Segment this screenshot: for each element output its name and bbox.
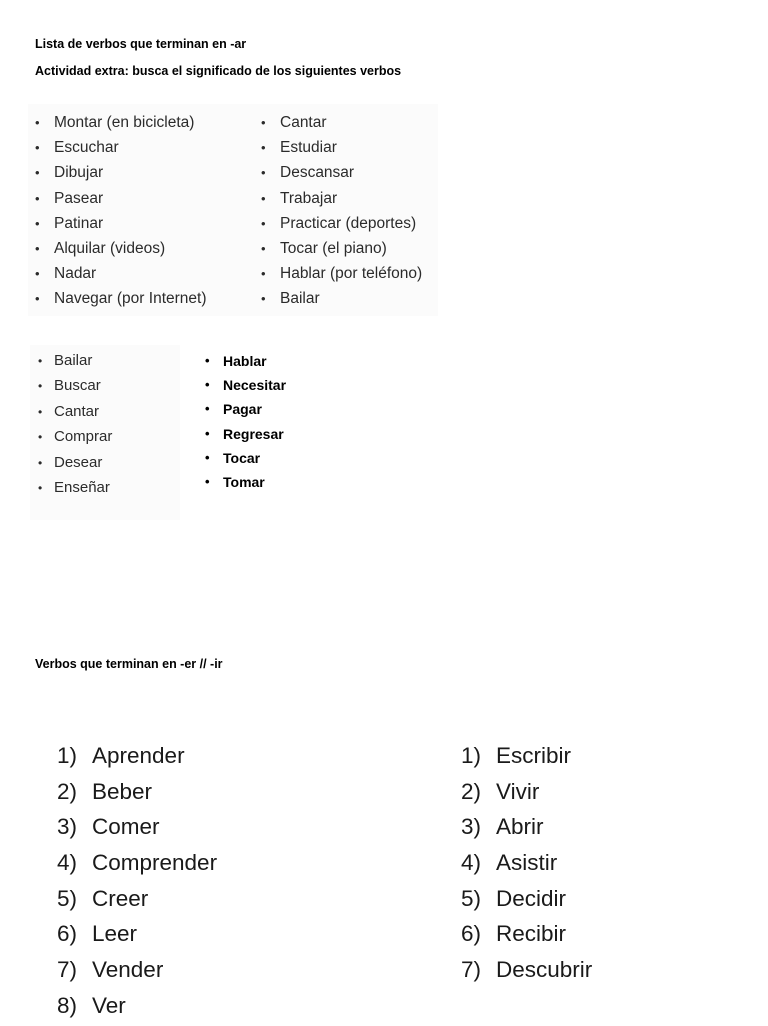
verb-text: Comer <box>92 814 160 840</box>
verb-list-item <box>205 351 286 375</box>
numbered-verb-item <box>57 990 217 1026</box>
ar-verbs-list-left <box>35 113 207 315</box>
item-number: 2) <box>461 778 482 804</box>
verb-text: Enseñar <box>54 478 110 496</box>
bullet-icon: • <box>261 215 266 231</box>
item-number: 1) <box>57 743 78 768</box>
item-number: 6) <box>57 921 78 947</box>
item-number: 5) <box>461 885 482 911</box>
bullet-icon: • <box>205 377 210 393</box>
verb-list-item <box>35 264 207 289</box>
bullet-icon: • <box>35 140 40 156</box>
bullet-icon: • <box>261 190 266 206</box>
verb-text: Necesitar <box>223 377 287 394</box>
verb-text: Buscar <box>54 377 101 395</box>
bullet-icon: • <box>205 425 210 441</box>
verb-list-item <box>38 478 112 503</box>
numbered-verb-item <box>57 811 217 847</box>
verb-text: Pasear <box>54 189 104 207</box>
verb-list-item <box>35 289 207 314</box>
numbered-verb-item <box>57 918 217 954</box>
verb-list-item <box>205 375 286 399</box>
verb-text: Trabajar <box>280 189 338 207</box>
verb-list-item <box>205 472 286 496</box>
item-number: 3) <box>461 814 482 840</box>
bullet-icon: • <box>261 115 266 130</box>
bullet-icon: • <box>205 401 210 417</box>
er-verbs-list <box>57 740 217 1026</box>
bullet-icon: • <box>35 215 40 231</box>
numbered-verb-item <box>57 883 217 919</box>
bullet-icon: • <box>38 455 43 470</box>
verb-text: Desear <box>54 453 103 471</box>
verb-text: Recibir <box>496 921 567 947</box>
numbered-verb-item <box>461 883 592 919</box>
verb-text: Tocar <box>223 449 261 466</box>
item-number: 5) <box>57 885 78 911</box>
verb-list-item <box>35 163 207 188</box>
item-number: 2) <box>57 778 78 804</box>
numbered-verb-item <box>461 740 592 776</box>
item-number: 4) <box>461 850 482 876</box>
verb-text: Alquilar (videos) <box>54 239 166 257</box>
bullet-icon: • <box>205 353 210 368</box>
verb-list-item <box>35 239 207 264</box>
verb-text: Ver <box>92 992 126 1018</box>
verb-text: Beber <box>92 778 153 804</box>
verb-list-item <box>38 351 112 376</box>
verb-text: Bailar <box>280 290 320 308</box>
bullet-icon: • <box>38 354 43 368</box>
numbered-verb-item <box>57 776 217 812</box>
numbered-verb-item <box>461 776 592 812</box>
item-number: 4) <box>57 850 78 876</box>
verb-text: Vivir <box>496 778 540 804</box>
bullet-icon: • <box>38 480 43 495</box>
item-number: 1) <box>461 743 482 768</box>
verb-text: Cantar <box>54 402 100 420</box>
verb-list-item <box>261 239 422 264</box>
bullet-icon: • <box>261 240 266 256</box>
verb-text: Abrir <box>496 814 544 840</box>
bullet-icon: • <box>205 449 210 465</box>
verb-text: Comprar <box>54 428 113 446</box>
verb-list-item <box>205 448 286 472</box>
verb-list-item <box>38 402 112 427</box>
verb-list-item <box>35 113 207 138</box>
verb-text: Navegar (por Internet) <box>54 290 207 308</box>
bullet-icon: • <box>35 266 40 282</box>
verb-text: Descansar <box>280 164 355 182</box>
verb-text: Patinar <box>54 214 104 232</box>
verb-text: Aprender <box>92 743 185 768</box>
item-number: 7) <box>461 957 482 983</box>
verb-list-item <box>35 214 207 239</box>
verb-text: Montar (en bicicleta) <box>54 114 195 131</box>
verb-list-item <box>35 189 207 214</box>
numbered-verb-item <box>461 918 592 954</box>
numbered-verb-item <box>461 811 592 847</box>
verb-text: Asistir <box>496 850 558 876</box>
bullet-icon: • <box>261 140 266 156</box>
verb-list-item <box>261 113 422 138</box>
verb-list-item <box>261 214 422 239</box>
ar-verbs-list-2-right <box>205 351 286 496</box>
verb-text: Regresar <box>223 425 284 442</box>
verb-text: Tocar (el piano) <box>280 239 387 257</box>
numbered-verb-item <box>461 954 592 990</box>
ir-verbs-list <box>461 740 592 990</box>
verb-text: Cantar <box>280 114 327 131</box>
bullet-icon: • <box>261 266 266 282</box>
verb-text: Hablar (por teléfono) <box>280 265 423 283</box>
bullet-icon: • <box>38 404 43 419</box>
verb-list-item <box>261 138 422 163</box>
er-ir-section-title: Verbos que terminan en -er // -ir <box>35 657 223 671</box>
verb-list-item <box>205 399 286 423</box>
verb-text: Practicar (deportes) <box>280 214 417 232</box>
bullet-icon: • <box>38 430 43 445</box>
numbered-verb-item <box>57 740 217 776</box>
verb-list-item <box>261 264 422 289</box>
verb-list-item <box>38 427 112 452</box>
bullet-icon: • <box>38 379 43 394</box>
bullet-icon: • <box>35 240 40 256</box>
verb-list-item <box>38 453 112 478</box>
verb-list-item <box>205 424 286 448</box>
numbered-verb-item <box>57 954 217 990</box>
verb-text: Pagar <box>223 401 262 418</box>
verb-text: Dibujar <box>54 164 104 182</box>
verb-text: Escuchar <box>54 139 119 157</box>
verb-text: Bailar <box>54 352 93 369</box>
item-number: 7) <box>57 957 78 983</box>
verb-list-item <box>261 189 422 214</box>
bullet-icon: • <box>35 115 40 130</box>
verb-text: Leer <box>92 921 138 947</box>
verb-text: Vender <box>92 957 164 983</box>
item-number: 6) <box>461 921 482 947</box>
verb-list-item <box>261 289 422 314</box>
ar-verbs-list-2-left <box>38 351 112 503</box>
item-number: 3) <box>57 814 78 840</box>
bullet-icon: • <box>261 165 266 181</box>
bullet-icon: • <box>205 473 210 489</box>
bullet-icon: • <box>35 291 40 307</box>
page-title: Lista de verbos que terminan en -ar <box>35 37 247 51</box>
numbered-verb-item <box>57 847 217 883</box>
bullet-icon: • <box>35 190 40 206</box>
verb-text: Hablar <box>223 353 267 369</box>
bullet-icon: • <box>261 291 266 307</box>
verb-text: Estudiar <box>280 139 337 157</box>
activity-instruction: Actividad extra: busca el significado de los siguientes verbos <box>35 64 402 78</box>
verb-text: Tomar <box>223 473 265 490</box>
numbered-verb-item <box>461 847 592 883</box>
verb-text: Comprender <box>92 850 218 876</box>
verb-text: Nadar <box>54 265 97 283</box>
verb-text: Escribir <box>496 743 572 768</box>
verb-text: Creer <box>92 885 149 911</box>
verb-list-item <box>38 376 112 401</box>
verb-text: Descubrir <box>496 957 593 983</box>
item-number: 8) <box>57 992 78 1018</box>
verb-list-item <box>35 138 207 163</box>
ar-verbs-list-right <box>261 113 422 315</box>
verb-text: Decidir <box>496 885 567 911</box>
verb-list-item <box>261 163 422 188</box>
bullet-icon: • <box>35 165 40 181</box>
